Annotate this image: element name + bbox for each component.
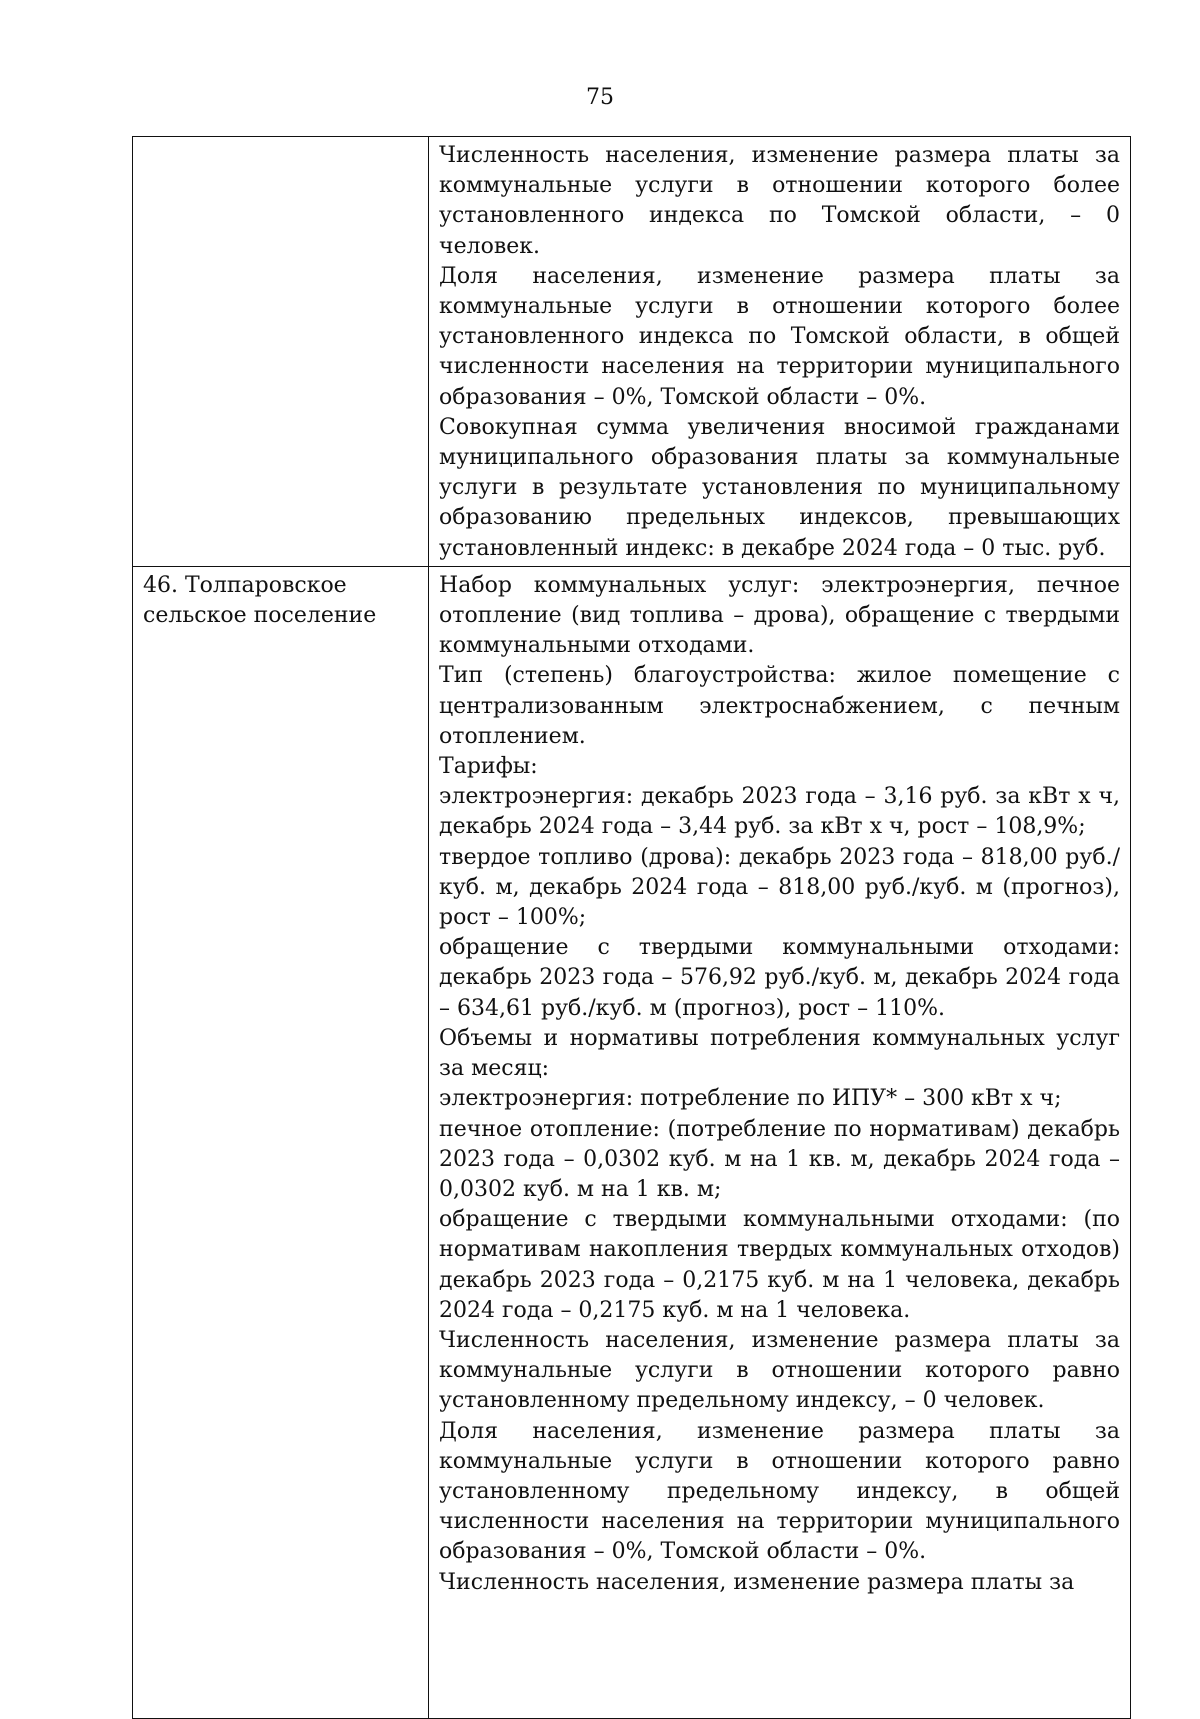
table-row xyxy=(133,566,1131,1718)
paragraph: Совокупная сумма увеличения вносимой гражданами муниципального образования платы за коммунальные услуги в результате установления по муниципальному образованию предельных индексов, превышающих установленный индекс: в декабре 2024 года – 0 тыс. руб. xyxy=(439,414,1120,561)
municipality-cell xyxy=(133,566,429,1718)
page-number: 75 xyxy=(586,85,614,110)
paragraph: электроэнергия: потребление по ИПУ* – 300 кВт х ч; xyxy=(439,1086,1062,1112)
paragraph: Объемы и нормативы потребления коммунальных услуг за месяц: xyxy=(439,1025,1120,1082)
description-cell xyxy=(429,566,1131,1718)
paragraph: Тип (степень) благоустройства: жилое помещение с централизованным электроснабжением, с печным отоплением. xyxy=(439,663,1120,749)
paragraph: Доля населения, изменение размера платы за коммунальные услуги в отношении которого равно установленному предельному индексу, в общей численности населения на территории муниципального образования – 0%, Томской области – 0%. xyxy=(439,1418,1120,1565)
paragraph: электроэнергия: декабрь 2023 года – 3,16 руб. за кВт х ч, декабрь 2024 года – 3,44 руб. за кВт х ч, рост – 108,9%; xyxy=(439,784,1120,840)
paragraph: обращение с твердыми коммунальными отходами: (по нормативам накопления твердых коммунальных отходов) декабрь 2023 года – 0,2175 куб. м на 1 человека, декабрь 2024 года – 0,2175 куб. м на 1 человека. xyxy=(439,1207,1120,1323)
paragraph: Численность населения, изменение размера платы за xyxy=(439,1569,1075,1595)
paragraph: Набор коммунальных услуг: электроэнергия, печное отопление (вид топлива – дрова), обращение с твердыми коммунальными отходами. xyxy=(439,572,1120,659)
paragraph: Тарифы: xyxy=(439,754,538,780)
paragraph: обращение с твердыми коммунальными отходами: декабрь 2023 года – 576,92 руб./куб. м, декабрь 2024 года – 634,61 руб./куб. м (прогноз), рост – 110%. xyxy=(439,935,1120,1021)
municipality-tariff-table xyxy=(132,136,1131,1719)
description-cell xyxy=(429,137,1131,567)
municipality-name: 46. Толпаровское сельское поселение xyxy=(143,572,377,629)
paragraph: твердое топливо (дрова): декабрь 2023 года – 818,00 руб./куб. м, декабрь 2024 года – 818,00 руб./куб. м (прогноз), рост – 100%; xyxy=(439,844,1120,931)
paragraph: печное отопление: (потребление по нормативам) декабрь 2023 года – 0,0302 куб. м на 1 кв. м, декабрь 2024 года – 0,0302 куб. м на 1 кв. м; xyxy=(439,1116,1120,1202)
table-row xyxy=(133,137,1131,567)
paragraph: Доля населения, изменение размера платы за коммунальные услуги в отношении которого более установленного индекса по Томской области, в общей численности населения на территории муниципального образования – 0%, Томской области – 0%. xyxy=(439,263,1120,410)
paragraph: Численность населения, изменение размера платы за коммунальные услуги в отношении которого более установленного индекса по Томской области, – 0 человек. xyxy=(439,143,1120,259)
paragraph: Численность населения, изменение размера платы за коммунальные услуги в отношении которого равно установленному предельному индексу, – 0 человек. xyxy=(439,1327,1120,1414)
municipality-cell xyxy=(133,137,429,567)
